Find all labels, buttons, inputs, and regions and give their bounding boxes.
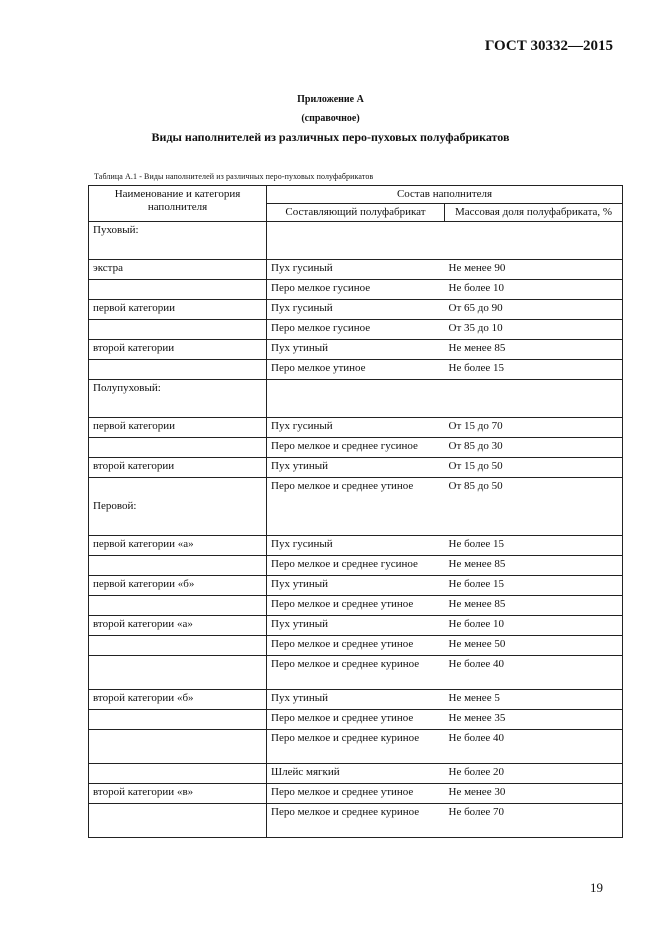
cell-component: Перо мелкое утиное: [267, 360, 445, 380]
table-row: [89, 320, 623, 340]
table-row: [89, 576, 623, 596]
table-row: [89, 784, 623, 804]
table-row: [89, 222, 623, 260]
cell-fraction: Не более 10: [445, 280, 623, 300]
cell-fraction: От 15 до 50: [445, 458, 623, 478]
appendix-type: (справочное): [301, 113, 360, 124]
cell-component: Пух утиный: [267, 690, 445, 710]
cell-component: Перо мелкое и среднее куриное: [267, 804, 445, 838]
table-row: [89, 636, 623, 656]
header-composition: Состав наполнителя: [267, 186, 623, 204]
page-number: 19: [590, 880, 603, 895]
cell-component: Перо мелкое и среднее куриное: [267, 656, 445, 690]
cell-category: [89, 320, 267, 340]
cell-category: первой категории «б»: [89, 576, 267, 596]
cell-category: [89, 280, 267, 300]
appendix-label: Приложение А: [297, 94, 364, 105]
cell-category: [89, 556, 267, 576]
cell-component: Пух утиный: [267, 458, 445, 478]
cell-component: [267, 222, 445, 260]
cell-fraction: Не более 15: [445, 576, 623, 596]
table-row: [89, 478, 623, 536]
table-body: [89, 222, 623, 838]
table-row: [89, 616, 623, 636]
table-row: [89, 340, 623, 360]
cell-category: Полупуховый:: [89, 380, 267, 418]
cell-component: Шлейс мягкий: [267, 764, 445, 784]
table-row: [89, 804, 623, 838]
table-row: [89, 536, 623, 556]
cell-category: первой категории «а»: [89, 536, 267, 556]
cell-component: Перо мелкое гусиное: [267, 320, 445, 340]
cell-category: первой категории: [89, 300, 267, 320]
header-component: Составляющий полуфабрикат: [267, 204, 445, 222]
table-row: [89, 260, 623, 280]
cell-fraction: Не менее 5: [445, 690, 623, 710]
table-row: [89, 380, 623, 418]
cell-fraction: От 85 до 30: [445, 438, 623, 458]
cell-category: второй категории «а»: [89, 616, 267, 636]
cell-category: второй категории «в»: [89, 784, 267, 804]
table-caption: Таблица А.1 - Виды наполнителей из различных перо-пуховых полуфабрикатов: [94, 172, 374, 181]
cell-fraction: Не менее 30: [445, 784, 623, 804]
cell-category: [89, 730, 267, 764]
cell-fraction: От 15 до 70: [445, 418, 623, 438]
header-name-category: Наименование и категория наполнителя: [89, 186, 267, 222]
cell-category: [89, 764, 267, 784]
table-row: [89, 556, 623, 576]
cell-category: [89, 636, 267, 656]
cell-category: второй категории: [89, 340, 267, 360]
cell-fraction: От 85 до 50: [445, 478, 623, 536]
cell-fraction: Не менее 85: [445, 596, 623, 616]
cell-component: Пух гусиный: [267, 418, 445, 438]
cell-fraction: Не менее 90: [445, 260, 623, 280]
cell-category: второй категории: [89, 458, 267, 478]
cell-fraction: От 35 до 10: [445, 320, 623, 340]
cell-fraction: Не менее 85: [445, 556, 623, 576]
table-row: [89, 280, 623, 300]
cell-component: Перо мелкое и среднее утиное: [267, 596, 445, 616]
table-row: [89, 596, 623, 616]
cell-component: Перо мелкое и среднее утиное: [267, 478, 445, 536]
cell-category: Перовой:: [89, 478, 267, 536]
cell-component: Перо мелкое и среднее утиное: [267, 636, 445, 656]
cell-component: Перо мелкое и среднее куриное: [267, 730, 445, 764]
table-header-row: [89, 186, 623, 204]
table-row: [89, 764, 623, 784]
cell-fraction: Не более 20: [445, 764, 623, 784]
cell-category: экстра: [89, 260, 267, 280]
cell-component: Пух утиный: [267, 616, 445, 636]
cell-fraction: Не менее 50: [445, 636, 623, 656]
table-row: [89, 300, 623, 320]
cell-component: Пух утиный: [267, 340, 445, 360]
table-row: [89, 438, 623, 458]
cell-fraction: Не более 70: [445, 804, 623, 838]
table-row: [89, 710, 623, 730]
cell-fraction: Не менее 85: [445, 340, 623, 360]
table-row: [89, 690, 623, 710]
filler-table: [88, 185, 623, 838]
cell-category: [89, 656, 267, 690]
table-row: [89, 418, 623, 438]
cell-fraction: Не менее 35: [445, 710, 623, 730]
cell-component: Перо мелкое и среднее утиное: [267, 784, 445, 804]
cell-component: Пух гусиный: [267, 300, 445, 320]
cell-fraction: Не более 40: [445, 730, 623, 764]
table-row: [89, 730, 623, 764]
cell-component: Перо мелкое и среднее гусиное: [267, 556, 445, 576]
cell-fraction: Не более 10: [445, 616, 623, 636]
table-row: [89, 656, 623, 690]
cell-component: Перо мелкое гусиное: [267, 280, 445, 300]
table-row: [89, 360, 623, 380]
cell-category: [89, 360, 267, 380]
cell-category: второй категории «б»: [89, 690, 267, 710]
cell-fraction: [445, 222, 623, 260]
cell-category: [89, 438, 267, 458]
standard-number: ГОСТ 30332—2015: [484, 38, 613, 54]
cell-fraction: [445, 380, 623, 418]
cell-component: Пух утиный: [267, 576, 445, 596]
cell-category: [89, 596, 267, 616]
cell-component: Перо мелкое и среднее гусиное: [267, 438, 445, 458]
cell-fraction: Не более 40: [445, 656, 623, 690]
cell-component: Перо мелкое и среднее утиное: [267, 710, 445, 730]
cell-fraction: Не более 15: [445, 360, 623, 380]
cell-category: [89, 804, 267, 838]
cell-component: Пух гусиный: [267, 260, 445, 280]
table-row: [89, 458, 623, 478]
cell-component: Пух гусиный: [267, 536, 445, 556]
cell-fraction: Не более 15: [445, 536, 623, 556]
cell-category: первой категории: [89, 418, 267, 438]
header-mass-fraction: Массовая доля полуфабриката, %: [445, 204, 623, 222]
cell-fraction: От 65 до 90: [445, 300, 623, 320]
cell-category: [89, 710, 267, 730]
cell-category: Пуховый:: [89, 222, 267, 260]
cell-component: [267, 380, 445, 418]
appendix-title: Виды наполнителей из различных перо-пуховых полуфабрикатов: [151, 130, 510, 144]
